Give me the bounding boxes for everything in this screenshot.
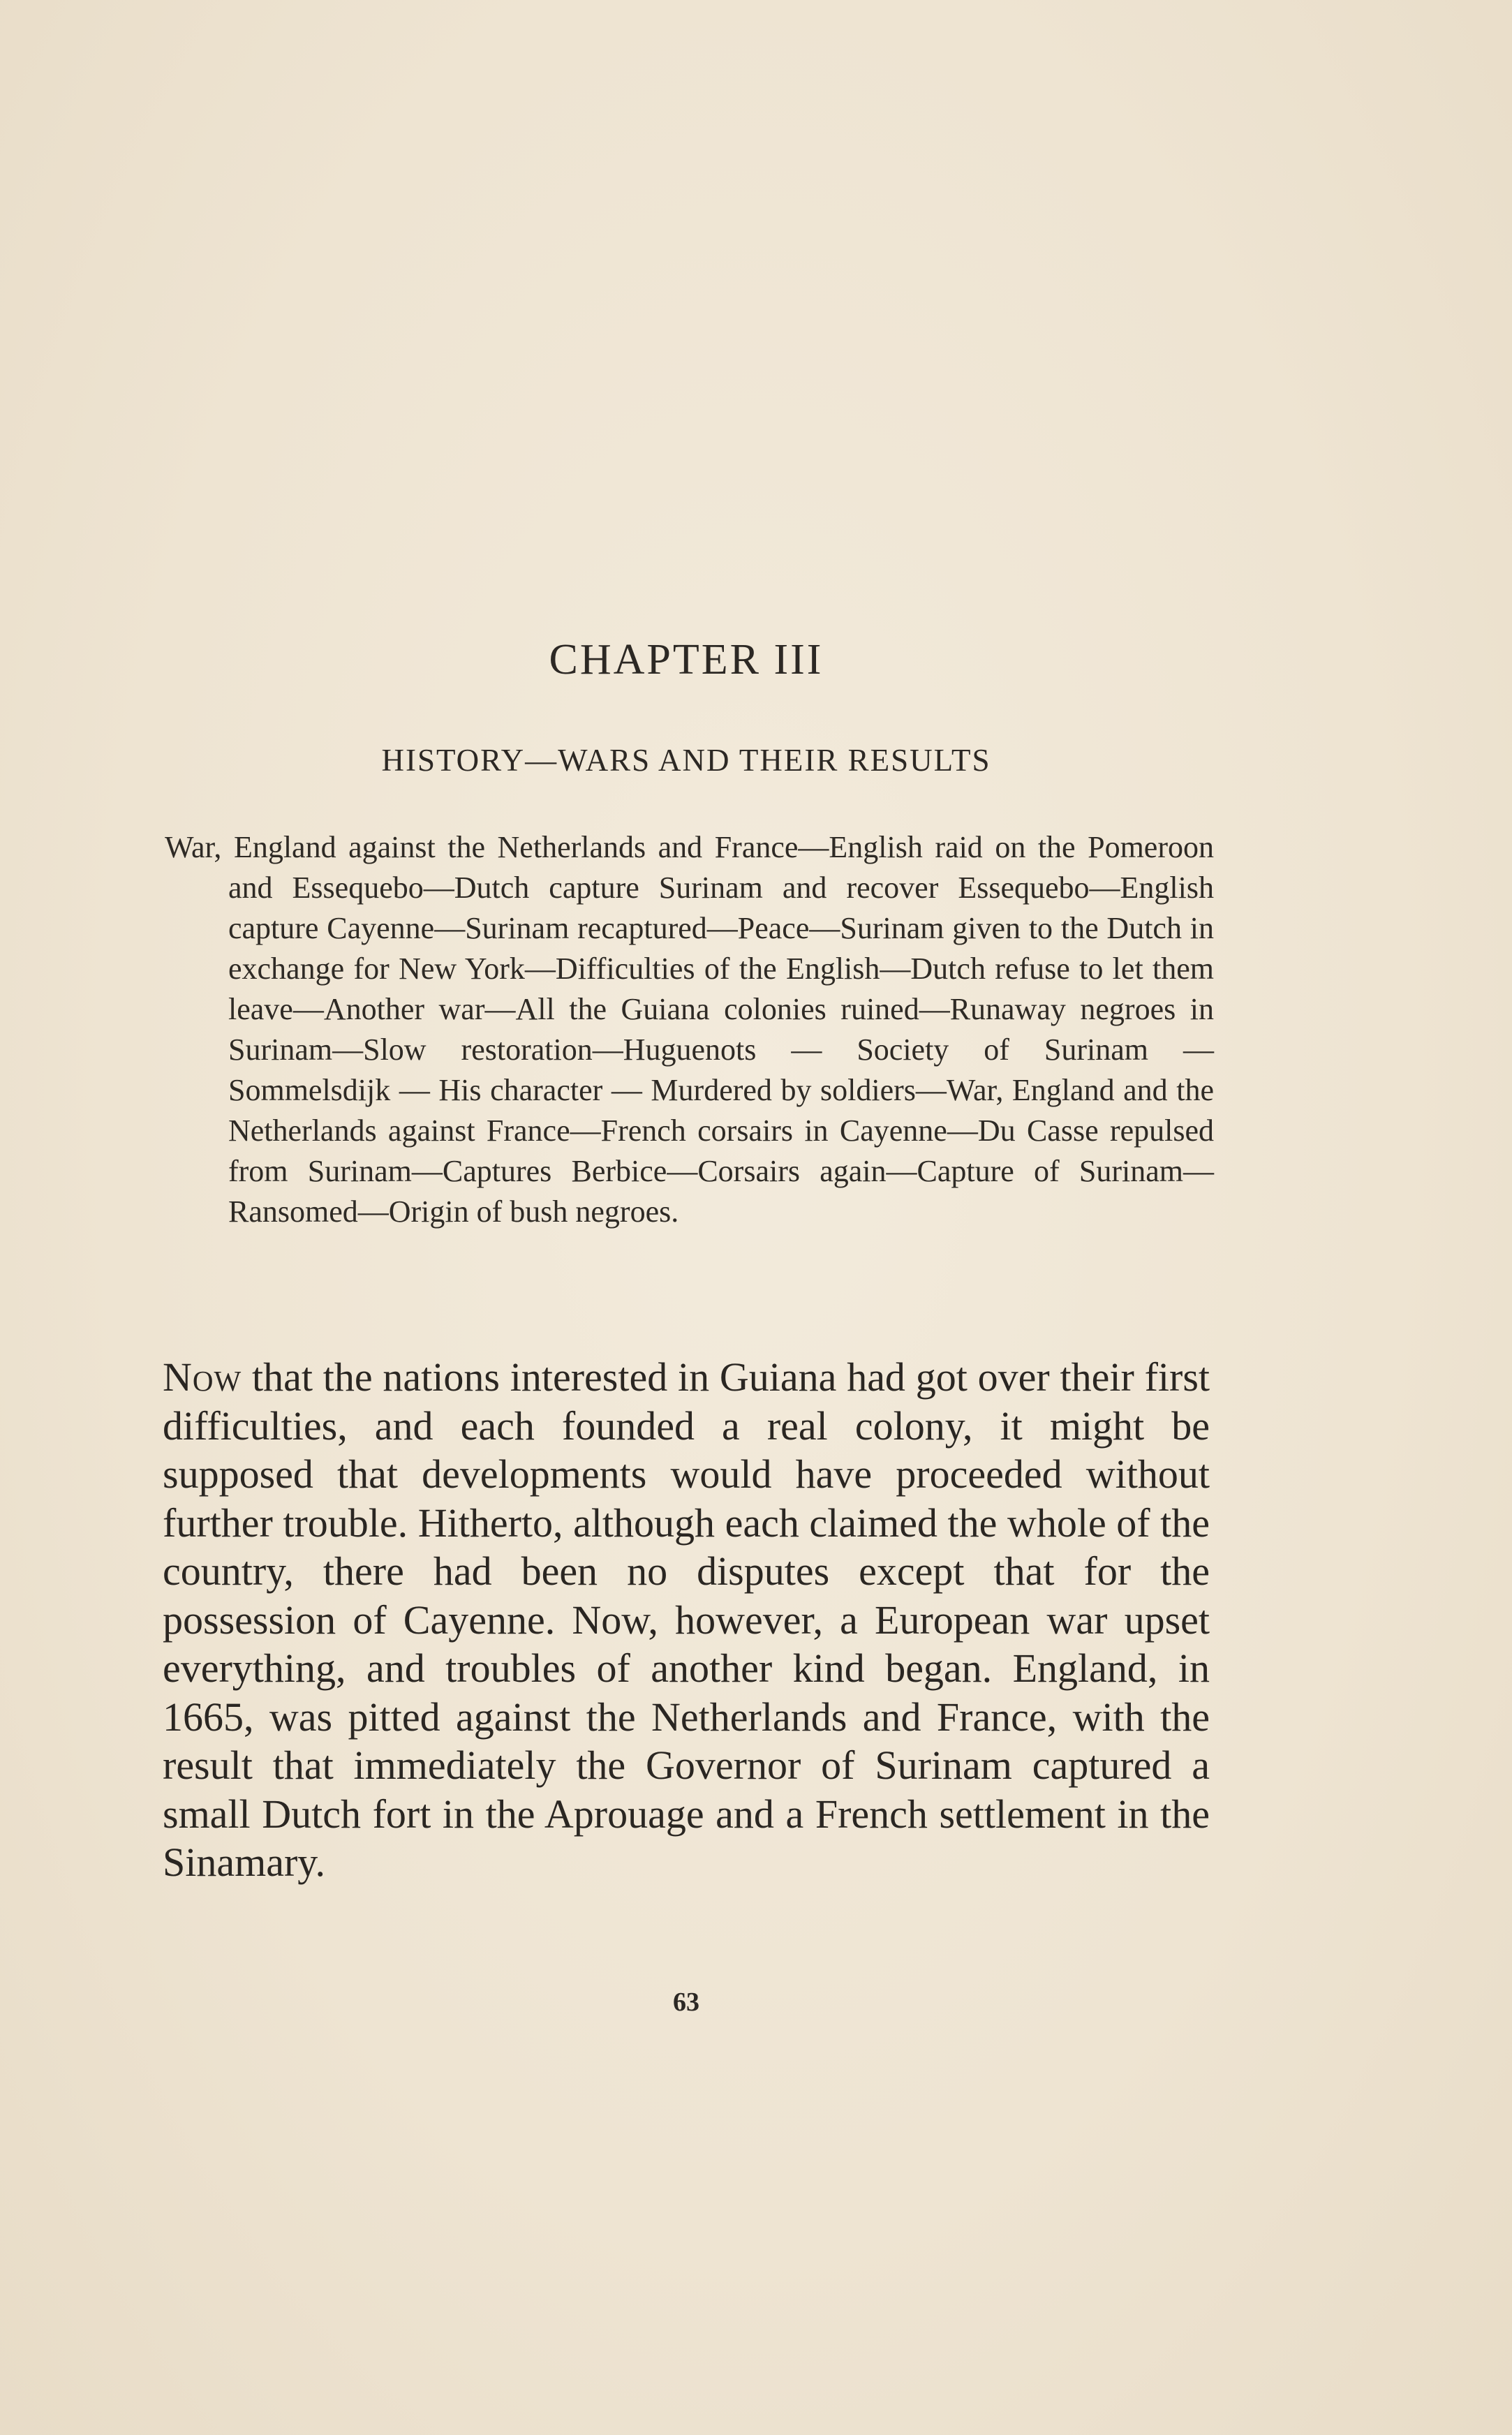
chapter-synopsis: War, England against the Netherlands and France—English raid on the Pomeroon and Essequebo—Dutch capture Surinam and recover Essequebo—English capture Cayenne—Surinam recaptured—Peace—Surinam given to the Dutch in exchange for New York—Difficulties of the English—Dutch refuse to let them leave—Another war—All the Guiana colonies ruined—Runaway negroes in Surinam—Slow restoration—Huguenots — Society of Surinam — Sommelsdijk — His character — Murdered by soldiers—War, England and the Netherlands against France—French corsairs in Cayenne—Du Casse repulsed from Surinam—Captures Berbice—Corsairs again—Capture of Surinam—Ransomed—Origin of bush negroes.: [165, 830, 1214, 1229]
body-paragraph-text: that the nations interested in Guiana had got over their first difficulties, and each founded a real colony, it might be supposed that developments would have proceeded without further trouble. Hitherto, although each claimed the whole of the country, there had been no disputes except that for the possession of Cayenne. Now, however, a European war upset everything, and troubles of another kind began. England, in 1665, was pitted against the Netherlands and France, with the result that immediately the Governor of Surinam captured a small Dutch fort in the Aprouage and a French settlement in the Sinamary.: [163, 1354, 1210, 1885]
chapter-subtitle: HISTORY—WARS AND THEIR RESULTS: [381, 743, 991, 778]
chapter-title: CHAPTER III: [549, 636, 824, 683]
body-paragraph: [163, 1353, 1210, 1887]
page-number: 63: [673, 1988, 699, 2017]
lead-word: Now: [163, 1354, 242, 1400]
